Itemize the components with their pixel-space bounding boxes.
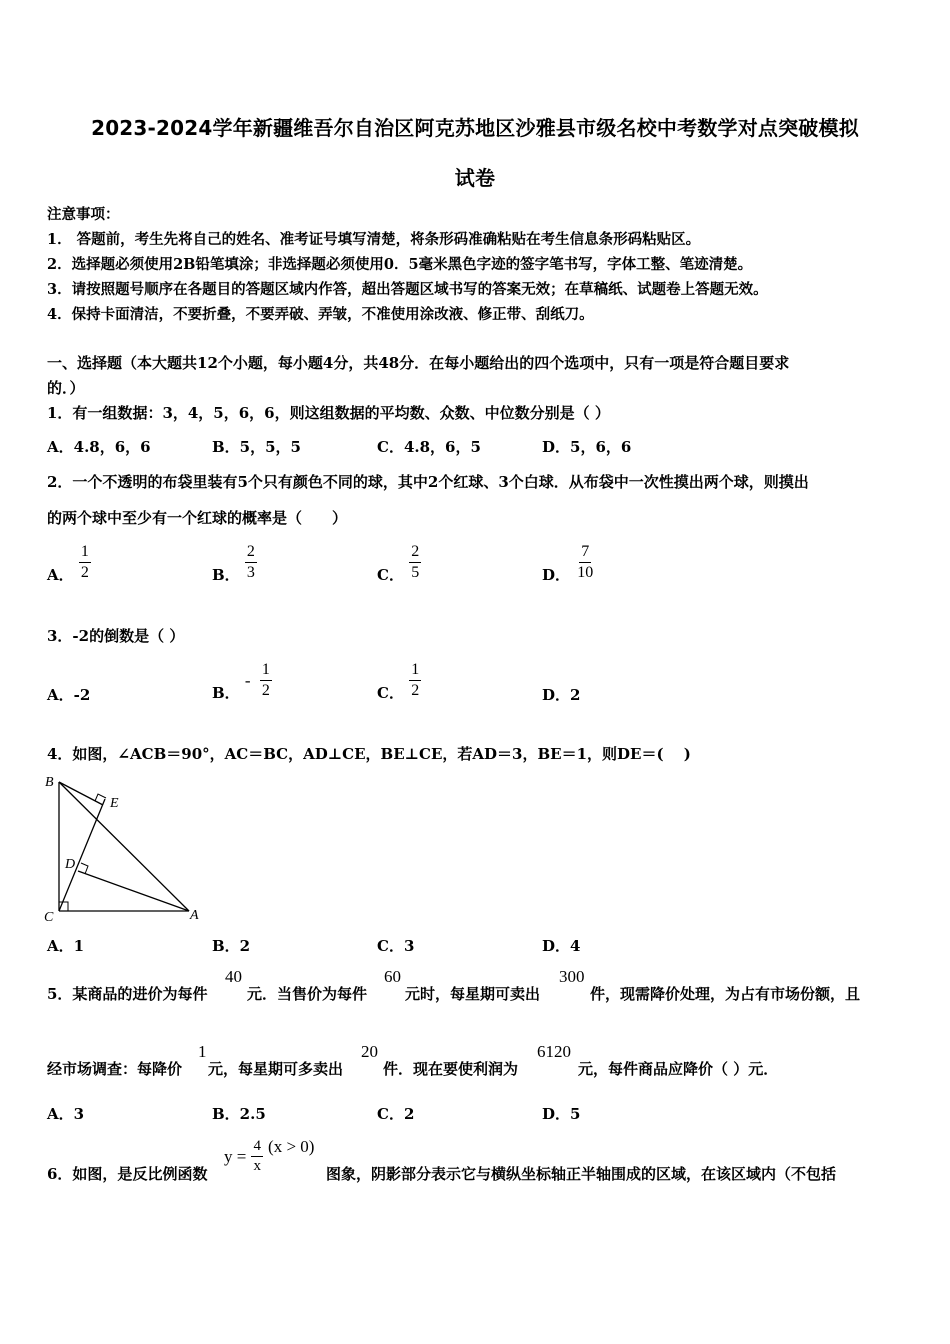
label-c: C: [44, 910, 54, 925]
q5-value: 1: [198, 1042, 207, 1061]
fraction: $\frac{2}{5}$: [411, 542, 420, 581]
q5-value: 60: [384, 967, 401, 986]
q5-value: 6120: [537, 1042, 571, 1061]
segment-be: [59, 782, 103, 805]
q5-value: 20: [361, 1042, 378, 1061]
question-2-stem-line2: 的两个球中至少有一个红球的概率是（ ）: [47, 509, 348, 527]
notice-item: 2．选择题必须使用2B铅笔填涂；非选择题必须使用0．5毫米黑色字迹的签字笔书写，字体工整、笔迹清楚。: [47, 256, 753, 273]
q5-text: 元，每件商品应降价（ ）元．: [578, 1060, 779, 1078]
q5-option-b: B．2.5: [212, 1105, 266, 1123]
q4-option-a: A．1: [47, 937, 85, 955]
q2-option-a: A． $\frac{1}{2}$: [47, 542, 89, 584]
q1-option-a: A．4.8，6，6: [47, 438, 151, 456]
segment-ba: [59, 782, 189, 911]
q5-option-c: C．2: [377, 1105, 415, 1123]
q4-option-b: B．2: [212, 937, 251, 955]
page-title: 2023-2024学年新疆维吾尔自治区阿克苏地区沙雅县市级名校中考数学对点突破模拟: [91, 116, 859, 140]
geometry-figure: [40, 768, 210, 928]
section-heading-line2: 的．）: [47, 379, 85, 397]
q6-text: 6．如图，是反比例函数: [47, 1165, 208, 1183]
section-heading: 一、选择题（本大题共12个小题，每小题4分，共48分．在每小题给出的四个选项中，只有一项是符合题目要求: [47, 354, 790, 372]
q2-option-b: B． $\frac{2}{3}$: [212, 542, 255, 584]
q1-option-d: D．5，6，6: [542, 438, 632, 456]
question-2-stem: 2．一个不透明的布袋里装有5个只有颜色不同的球，其中2个红球、3个白球．从布袋中一次性摸出两个球，则摸出: [47, 473, 809, 491]
q3-option-d: D．2: [542, 686, 581, 704]
q5-option-a: A．3: [47, 1105, 85, 1123]
q5-text: 5．某商品的进价为每件: [47, 985, 208, 1003]
q5-text: 元时，每星期可卖出: [405, 985, 541, 1003]
fraction: $\frac{1}{2}$: [80, 542, 89, 581]
notice-item: 4．保持卡面清洁，不要折叠，不要弄破、弄皱，不准使用涂改液、修正带、刮纸刀。: [47, 306, 594, 323]
notice-item: 3．请按照题号顺序在各题目的答题区域内作答，超出答题区域书写的答案无效；在草稿纸、试题卷上答题无效。: [47, 281, 768, 298]
label-a: A: [190, 908, 199, 923]
segment-ce: [59, 799, 105, 911]
q5-text: 元．当售价为每件: [247, 985, 368, 1003]
q5-text: 经市场调查：每降价: [47, 1060, 183, 1078]
q5-text: 件．现在要使利润为: [383, 1060, 519, 1078]
q5-text: 元，每星期可多卖出: [208, 1060, 344, 1078]
segment-da: [78, 871, 189, 911]
q3-option-b: B． - $\frac{1}{2}$: [212, 660, 270, 702]
question-1-stem: 1．有一组数据：3，4，5，6，6，则这组数据的平均数、众数、中位数分别是（ ）: [47, 404, 610, 422]
q3-option-c: C． $\frac{1}{2}$: [377, 660, 420, 702]
label-e: E: [110, 796, 119, 811]
q5-text: 件，现需降价处理，为占有市场份额，且: [590, 985, 861, 1003]
question-3-stem: 3．-2的倒数是（ ）: [47, 627, 185, 645]
notice-item: 1． 答题前，考生先将自己的姓名、准考证号填写清楚，将条形码准确粘贴在考生信息条形码粘贴区。: [47, 231, 701, 248]
q5-option-d: D．5: [542, 1105, 581, 1123]
notice-heading: 注意事项：: [47, 206, 120, 223]
q1-option-b: B．5，5，5: [212, 438, 301, 456]
label-b: B: [45, 775, 54, 790]
q3-option-a: A．-2: [47, 686, 91, 704]
fraction: $\frac{7}{10}$: [577, 542, 594, 581]
q2-option-d: D． $\frac{7}{10}$: [542, 542, 594, 584]
q6-function: y = $\frac{4}{x}$ (x > 0): [224, 1136, 315, 1175]
q5-value: 40: [225, 967, 242, 986]
q2-option-c: C． $\frac{2}{5}$: [377, 542, 420, 584]
question-4-stem: 4．如图，∠ACB＝90°，AC＝BC，AD⊥CE，BE⊥CE，若AD＝3，BE＝1，则DE＝( ): [47, 745, 691, 763]
q5-value: 300: [559, 967, 585, 986]
fraction: $\frac{1}{2}$: [261, 660, 270, 699]
page-title-line2: 试卷: [454, 166, 496, 190]
fraction: $\frac{2}{3}$: [246, 542, 255, 581]
fraction: $\frac{4}{x}$: [253, 1138, 261, 1175]
label-d: D: [65, 857, 76, 872]
q1-option-c: C．4.8，6，5: [377, 438, 481, 456]
q4-option-c: C．3: [377, 937, 415, 955]
fraction: $\frac{1}{2}$: [411, 660, 420, 699]
q4-option-d: D．4: [542, 937, 581, 955]
q6-text: 图象，阴影部分表示它与横纵坐标轴正半轴围成的区域，在该区域内（不包括: [326, 1165, 837, 1183]
